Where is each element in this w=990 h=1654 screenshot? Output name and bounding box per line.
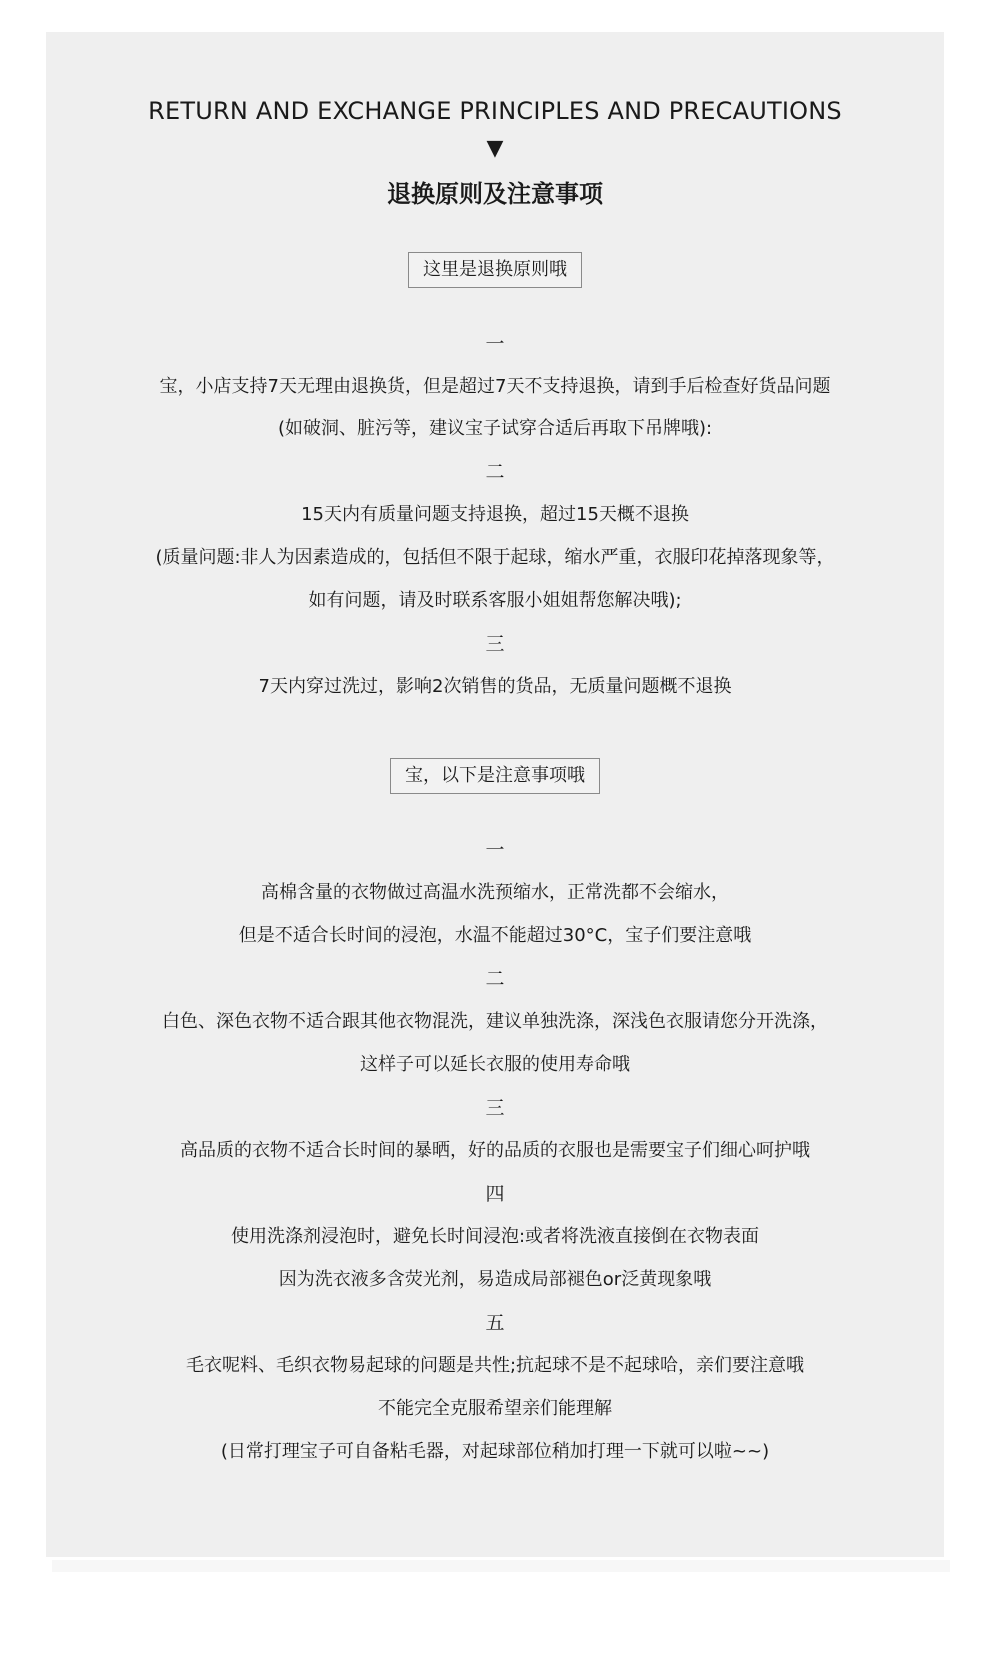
section-label-precautions: 宝，以下是注意事项哦 [390,758,600,794]
item-text: (如破洞、脏污等，建议宝子试穿合适后再取下吊牌哦): [277,418,713,439]
item-text: 白色、深色衣物不适合跟其他衣物混洗，建议单独洗涤，深浅色衣服请您分开洗涤， [162,1011,828,1032]
item-text: (日常打理宝子可自备粘毛器，对起球部位稍加打理一下就可以啦~~) [220,1441,770,1462]
item-text: 毛衣呢料、毛织衣物易起球的问题是共性;抗起球不是不起球哈，亲们要注意哦 [185,1355,805,1376]
item-text: 不能完全克服希望亲们能理解 [378,1398,612,1419]
item-text: 这样子可以延长衣服的使用寿命哦 [360,1054,630,1075]
section-label-return-principles: 这里是退换原则哦 [408,252,582,288]
item-text: 高品质的衣物不适合长时间的暴晒，好的品质的衣服也是需要宝子们细心呵护哦 [180,1140,810,1161]
item-number: 三 [485,1097,505,1119]
panel-shadow-edge [52,1560,950,1572]
item-text: 使用洗涤剂浸泡时，避免长时间浸泡:或者将洗液直接倒在衣物表面 [230,1226,760,1247]
item-number: 三 [485,633,505,655]
title-english: RETURN AND EXCHANGE PRINCIPLES AND PRECAUTIONS [148,97,842,125]
item-text: 7天内穿过洗过，影响2次销售的货品，无质量问题概不退换 [258,676,732,697]
item-text: 高棉含量的衣物做过高温水洗预缩水，正常洗都不会缩水， [261,882,729,903]
item-number: 四 [485,1183,505,1205]
item-text: (质量问题:非人为因素造成的，包括但不限于起球，缩水严重，衣服印花掉落现象等， [155,547,835,568]
item-number: 五 [485,1312,505,1334]
item-number: 一 [485,839,505,861]
item-text: 如有问题，请及时联系客服小姐姐帮您解决哦); [308,590,682,611]
item-text: 因为洗衣液多含荧光剂，易造成局部褪色or泛黄现象哦 [278,1269,712,1290]
item-number: 二 [485,461,505,483]
item-text: 但是不适合长时间的浸泡，水温不能超过30°C，宝子们要注意哦 [238,925,752,946]
title-chinese: 退换原则及注意事项 [387,180,603,208]
item-text: 15天内有质量问题支持退换，超过15天概不退换 [301,504,689,525]
down-arrow-icon: ▼ [486,136,504,161]
item-number: 二 [485,968,505,990]
item-text: 宝，小店支持7天无理由退换货，但是超过7天不支持退换，请到手后检查好货品问题 [159,376,831,397]
item-number: 一 [485,333,505,355]
